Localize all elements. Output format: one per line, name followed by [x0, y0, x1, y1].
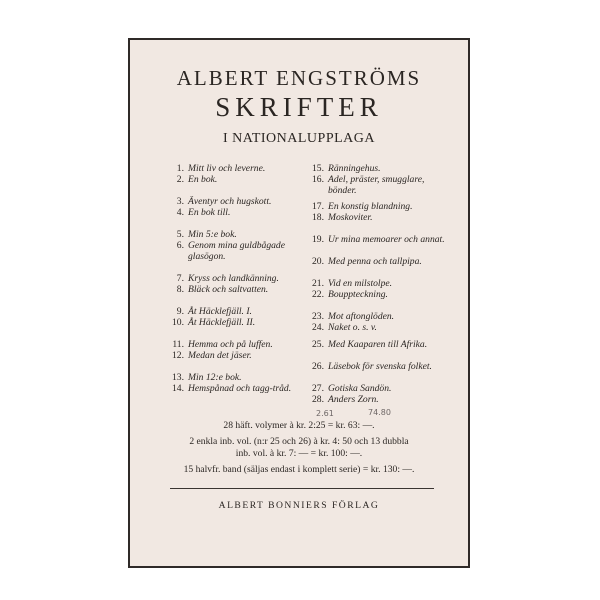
item-number: 2. [176, 174, 184, 185]
item-title: Med penna och tallpipa. [328, 256, 422, 267]
item-number: 26. [312, 361, 324, 372]
item-number: 17. [312, 201, 324, 212]
item-title: Bläck och saltvatten. [188, 284, 269, 295]
item-number: 5. [176, 229, 184, 240]
item-title: Mot aftonglöden. [328, 311, 395, 322]
pricing-line-2: 2 enkla inb. vol. (n:r 25 och 26) à kr. 4: 50 och 13 dubbla [189, 436, 409, 447]
item-number: 7. [176, 273, 184, 284]
item-title: Vid en milstolpe. [328, 278, 393, 289]
edition-subtitle: I NATIONALUPPLAGA [223, 131, 375, 146]
item-title: Åt Häcklefjäll. II. [188, 317, 256, 328]
item-title: Min 12:e bok. [188, 372, 242, 383]
item-title: Moskoviter. [328, 212, 373, 223]
item-title: Gotiska Sandön. [328, 383, 392, 394]
author-title: ALBERT ENGSTRÖMS [176, 66, 422, 90]
item-title: Äventyr och hugskott. [188, 196, 272, 207]
item-number: 22. [312, 289, 324, 300]
item-title: Hemma och på luffen. [188, 339, 273, 350]
item-title: Medan det jäser. [188, 350, 252, 361]
item-title: En bok. [188, 174, 218, 185]
item-title: Kryss och landkänning. [188, 273, 279, 284]
item-title: Hemspånad och tagg-tråd. [188, 383, 292, 394]
divider [170, 488, 434, 489]
item-title: Bouppteckning. [328, 289, 388, 300]
item-title: Min 5:e bok. [188, 229, 237, 240]
item-title: Naket o. s. v. [328, 322, 377, 333]
item-number: 4. [176, 207, 184, 218]
item-number: 8. [176, 284, 184, 295]
item-number: 13. [172, 372, 184, 383]
item-number: 6. [176, 240, 184, 251]
item-number: 14. [172, 383, 184, 394]
item-number: 24. [312, 322, 324, 333]
item-number: 23. [312, 311, 324, 322]
pricing-line-3: inb. vol. à kr. 7: — = kr. 100: —. [235, 448, 363, 459]
item-number: 27. [312, 383, 324, 394]
item-title: En bok till. [188, 207, 231, 218]
item-title: Ränningehus. [328, 163, 381, 174]
item-number: 28. [312, 394, 324, 405]
item-number: 10. [172, 317, 184, 328]
item-title: Läsebok för svenska folket. [328, 361, 432, 372]
item-number: 19. [312, 234, 324, 245]
item-number: 18. [312, 212, 324, 223]
item-title: Med Kaaparen till Afrika. [328, 339, 428, 350]
item-title: Adel, präster, smugglare, bönder. [328, 174, 425, 196]
item-number: 11. [172, 339, 184, 350]
item-title: Genom mina guldbågade glasögon. [188, 240, 285, 262]
item-title: Åt Häcklefjäll. I. [188, 306, 252, 317]
handwritten-note-b: 74.80 [368, 408, 391, 417]
item-number: 12. [172, 350, 184, 361]
item-number: 16. [312, 174, 324, 185]
item-number: 25. [312, 339, 324, 350]
item-title: En konstig blandning. [328, 201, 413, 212]
item-number: 15. [312, 163, 324, 174]
handwritten-note-a: 2.61 [316, 409, 334, 418]
pricing-line-1: 28 häft. volymer à kr. 2:25 = kr. 63: —. [223, 420, 375, 431]
item-number: 21. [312, 278, 324, 289]
pricing-line-4: 15 halvfr. band (säljas endast i komplett serie) = kr. 130: —. [183, 464, 415, 475]
item-number: 20. [312, 256, 324, 267]
item-title: Anders Zorn. [328, 394, 379, 405]
works-title: SKRIFTER [215, 92, 383, 122]
publisher-name: ALBERT BONNIERS FÖRLAG [218, 500, 380, 511]
item-title: Ur mina memoarer och annat. [328, 234, 445, 245]
item-number: 9. [176, 306, 184, 317]
item-number: 3. [176, 196, 184, 207]
item-number: 1. [176, 163, 184, 174]
item-title: Mitt liv och leverne. [188, 163, 266, 174]
catalog-page [128, 38, 470, 568]
